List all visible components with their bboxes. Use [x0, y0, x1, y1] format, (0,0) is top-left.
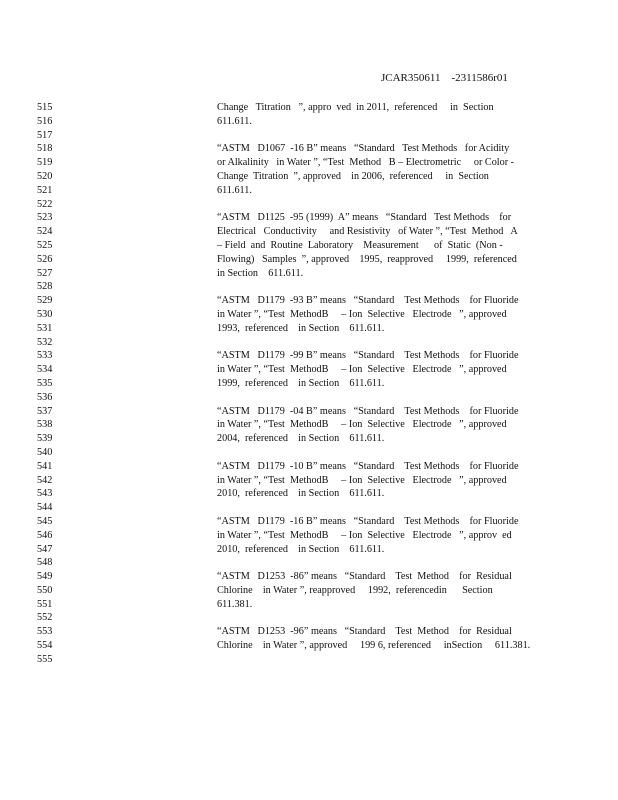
line-text: in Water ”, “Test MethodB – Ion Selective Electrode ”, approved — [217, 474, 507, 486]
line-text: 2010, referenced in Section 611.611. — [217, 543, 385, 555]
line-number: 515 — [37, 102, 53, 113]
line-text: “ASTM D1179 -16 B” means “Standard Test Methods for Fluoride — [217, 515, 519, 527]
line-number: 554 — [37, 640, 53, 652]
line-number: 538 — [37, 419, 53, 431]
line-number: 525 — [37, 239, 53, 251]
line-text: in Water ”, “Test MethodB – Ion Selective Electrode ”, approv ed — [217, 529, 512, 541]
document-header-id: JCAR350611 -2311586r01 — [381, 72, 508, 84]
line-text: Change Titration ”, approved in 2006, referenced in Section — [217, 170, 489, 182]
line-text: in Water ”, “Test MethodB – Ion Selective Electrode ”, approved — [217, 419, 507, 431]
line-number: 553 — [37, 626, 53, 638]
line-number: 535 — [37, 377, 53, 389]
line-text: 611.611. — [217, 184, 252, 196]
line-text: “ASTM D1253 -96” means “Standard Test Method for Residual — [217, 626, 512, 638]
line-number: 522 — [37, 198, 53, 210]
line-text: “ASTM D1179 -04 B” means “Standard Test Methods for Fluoride — [217, 405, 519, 417]
line-number: 517 — [37, 129, 53, 141]
line-text: 611.611. — [217, 115, 252, 127]
line-text: Chlorine in Water ”, approved 199 6, referenced inSection 611.381. — [217, 640, 531, 652]
line-number: 545 — [37, 515, 53, 527]
line-text: “ASTM D1179 -93 B” means “Standard Test Methods for Fluoride — [217, 295, 519, 307]
line-number: 519 — [37, 157, 53, 169]
line-number: 547 — [37, 543, 53, 555]
line-text: 2004, referenced in Section 611.611. — [217, 433, 385, 445]
line-text: 1993, referenced in Section 611.611. — [217, 322, 385, 334]
line-number: 516 — [37, 115, 53, 127]
line-text: in Water ”, “Test MethodB – Ion Selective Electrode ”, approved — [217, 308, 507, 320]
line-number: 529 — [37, 295, 53, 307]
line-text: 1999, referenced in Section 611.611. — [217, 377, 385, 389]
line-number: 552 — [37, 612, 53, 624]
line-number: 542 — [37, 474, 53, 486]
line-number: 549 — [37, 571, 53, 583]
line-number: 537 — [37, 405, 53, 417]
line-text: “ASTM D1179 -99 B” means “Standard Test Methods for Fluoride — [217, 350, 519, 362]
line-text: or Alkalinity in Water ”, “Test Method B – Electrometric or Color - — [217, 157, 515, 169]
line-number: 530 — [37, 308, 53, 320]
line-number: 541 — [37, 460, 53, 472]
line-number: 523 — [37, 212, 53, 224]
line-text: Electrical Conductivity and Resistivity of Water ”, “Test Method A — [217, 226, 518, 238]
line-number: 518 — [37, 143, 53, 155]
line-number: 548 — [37, 557, 53, 569]
line-number: 526 — [37, 253, 53, 265]
line-number: 533 — [37, 350, 53, 362]
line-text: Chlorine in Water ”, reapproved 1992, referencedin Section — [217, 584, 493, 596]
line-number: 524 — [37, 226, 53, 238]
line-number: 551 — [37, 598, 53, 610]
line-number: 528 — [37, 281, 53, 293]
line-text: 611.381. — [217, 598, 253, 610]
line-number: 550 — [37, 584, 53, 596]
line-text: Change Titration ”, appro ved in 2011, referenced in Section — [217, 102, 494, 113]
line-text: – Field and Routine Laboratory Measurement of Static (Non - — [217, 239, 503, 251]
line-number: 539 — [37, 433, 53, 445]
line-number: 546 — [37, 529, 53, 541]
line-number: 532 — [37, 336, 53, 348]
line-text: “ASTM D1125 -95 (1999) A” means “Standard Test Methods for — [217, 212, 512, 224]
line-number: 531 — [37, 322, 53, 334]
line-number: 536 — [37, 391, 53, 403]
line-text: 2010, referenced in Section 611.611. — [217, 488, 385, 500]
line-text: in Water ”, “Test MethodB – Ion Selective Electrode ”, approved — [217, 364, 507, 376]
line-number: 555 — [37, 653, 53, 665]
line-text: in Section 611.611. — [217, 267, 304, 279]
line-number: 544 — [37, 502, 53, 514]
line-number: 521 — [37, 184, 53, 196]
line-number: 527 — [37, 267, 53, 279]
line-text: “ASTM D1179 -10 B” means “Standard Test Methods for Fluoride — [217, 460, 519, 472]
line-number: 534 — [37, 364, 53, 376]
line-text: “ASTM D1067 -16 B” means “Standard Test Methods for Acidity — [217, 143, 510, 155]
line-number: 543 — [37, 488, 53, 500]
line-number: 520 — [37, 170, 53, 182]
line-text: Flowing) Samples ”, approved 1995, reapproved 1999, referenced — [217, 253, 517, 265]
line-number: 540 — [37, 446, 53, 458]
line-text: “ASTM D1253 -86” means “Standard Test Method for Residual — [217, 571, 512, 583]
